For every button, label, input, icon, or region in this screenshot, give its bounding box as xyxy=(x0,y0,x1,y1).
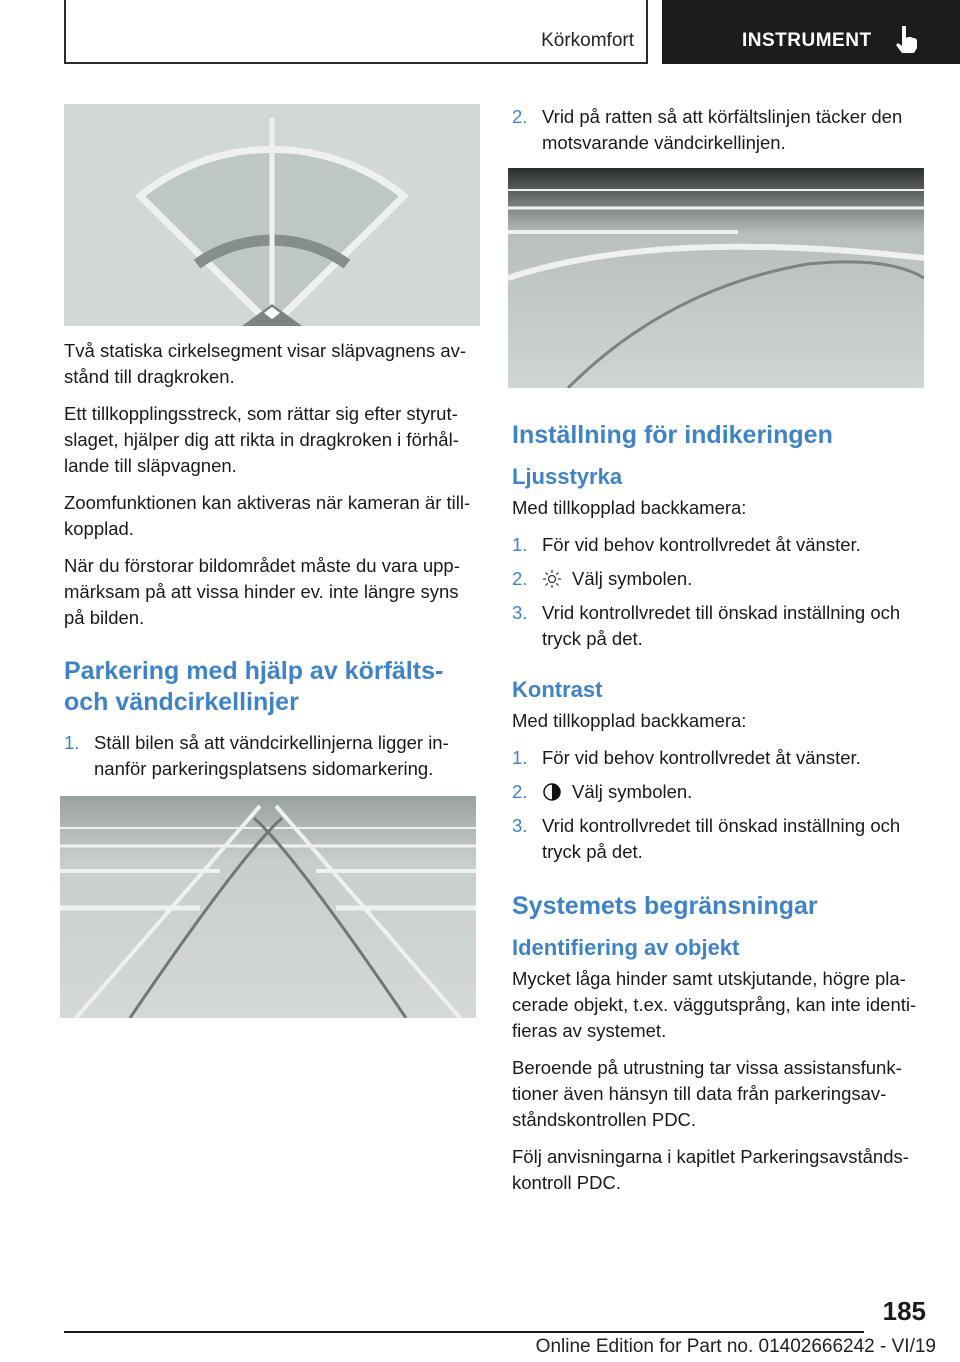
turning-circle-lines-image xyxy=(60,796,476,1018)
heading-parking-lines: Parkering med hjälp av körfälts‐ och vändcirkellinjer xyxy=(64,657,444,716)
header-section-tab xyxy=(64,0,648,64)
step-number: 1. xyxy=(64,732,80,753)
section-label: Körkomfort xyxy=(541,30,634,51)
step-text: Välj symbolen. xyxy=(572,568,693,589)
step-number: 2. xyxy=(512,781,528,802)
step-number: 2. xyxy=(512,568,528,589)
list-item xyxy=(64,730,480,782)
heading-object-detection: Identifiering av objekt xyxy=(512,935,740,960)
step-text: Vrid kontrollvredet till önskad inställning och tryck på det. xyxy=(542,815,901,862)
list-item xyxy=(512,779,924,805)
list-item xyxy=(512,600,924,652)
heading-contrast: Kontrast xyxy=(512,677,603,702)
step-number: 1. xyxy=(512,534,528,555)
list-item xyxy=(512,745,924,771)
pointing-hand-icon xyxy=(894,24,920,54)
list-item xyxy=(512,532,924,558)
step-number: 1. xyxy=(512,747,528,768)
paragraph-zoom: Zoomfunktionen kan aktiveras när kameran är till‐kopplad. xyxy=(64,492,471,539)
left-column xyxy=(64,104,480,1018)
contrast-half-circle-icon xyxy=(542,782,562,802)
list-item xyxy=(512,104,924,156)
brightness-sun-icon xyxy=(542,569,562,589)
step-text: För vid behov kontrollvredet åt vänster. xyxy=(542,534,861,555)
trailer-hitch-camera-image xyxy=(64,104,480,326)
step-number: 3. xyxy=(512,602,528,623)
paragraph-pdc-data: Beroende på utrustning tar vissa assistansfunk‐tioner även hänsyn till data från parkeringsav‐ståndskontrollen PDC. xyxy=(512,1057,902,1130)
edition-footer: Online Edition for Part no. 01402666242 - VI/19 xyxy=(535,1336,936,1357)
heading-display-settings: Inställning för indikeringen xyxy=(512,421,833,449)
list-item xyxy=(512,566,924,592)
brightness-intro: Med tillkopplad backkamera: xyxy=(512,497,747,518)
paragraph-low-obstacles: Mycket låga hinder samt utskjutande, högre pla‐cerade objekt, t.ex. väggutsprång, kan inte identi‐fieras av systemet. xyxy=(512,968,917,1041)
lane-line-camera-image xyxy=(508,168,924,388)
paragraph-coupling-line: Ett tillkopplingsstreck, som rättar sig efter styrut‐slaget, hjälper dig att rikta in dragkroken i förhål‐lande till släpvagnen. xyxy=(64,403,459,476)
contrast-intro: Med tillkopplad backkamera: xyxy=(512,710,747,731)
header-chapter-tab xyxy=(662,0,960,64)
step-text: Välj symbolen. xyxy=(572,781,693,802)
chapter-label: INSTRUMENT xyxy=(742,30,872,51)
heading-brightness: Ljusstyrka xyxy=(512,464,623,489)
right-column xyxy=(512,104,924,1207)
paragraph-magnify-warning: När du förstorar bildområdet måste du vara upp‐märksam på att vissa hinder ev. inte längre syns på bilden. xyxy=(64,555,460,628)
step-text: Ställ bilen så att vändcirkellinjerna ligger in‐nanför parkeringsplatsens sidomarkering. xyxy=(94,732,449,779)
page-number: 185 xyxy=(882,1296,926,1326)
step-number: 3. xyxy=(512,815,528,836)
step-text: För vid behov kontrollvredet åt vänster. xyxy=(542,747,861,768)
step-number: 2. xyxy=(512,106,528,127)
paragraph-see-chapter: Följ anvisningarna i kapitlet Parkeringsavstånds‐kontroll PDC. xyxy=(512,1146,909,1193)
step-text: Vrid på ratten så att körfältslinjen täcker den motsvarande vändcirkellinjen. xyxy=(542,106,903,153)
list-item xyxy=(512,813,924,865)
step-text: Vrid kontrollvredet till önskad inställning och tryck på det. xyxy=(542,602,901,649)
footer-divider xyxy=(64,1331,864,1333)
heading-limitations: Systemets begränsningar xyxy=(512,892,818,920)
paragraph-distance: Två statiska cirkelsegment visar släpvagnens av‐stånd till dragkroken. xyxy=(64,340,467,387)
